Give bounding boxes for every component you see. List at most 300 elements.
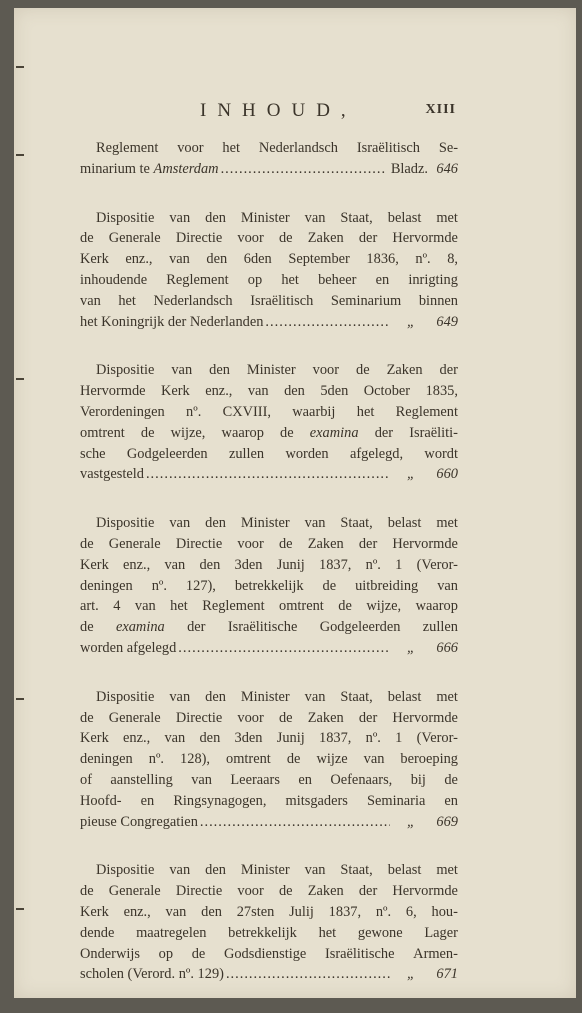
word: 1 xyxy=(395,730,403,747)
leader-dots xyxy=(178,638,390,659)
page-prefix: „ xyxy=(406,966,415,983)
leader-dots xyxy=(221,159,387,180)
word: Dispositie xyxy=(96,515,155,532)
entry-final-text-part: worden afgelegd xyxy=(80,639,177,656)
word: met xyxy=(436,515,458,532)
entry-final-text xyxy=(80,312,263,333)
word: nº. xyxy=(151,577,167,594)
word: voor xyxy=(177,140,204,156)
word: de xyxy=(140,424,155,441)
word: Junij xyxy=(276,730,305,747)
word: der xyxy=(187,619,206,636)
word: der xyxy=(358,230,378,247)
word: den xyxy=(284,383,305,400)
toc-entry-line xyxy=(80,770,458,791)
word: Se- xyxy=(438,140,458,156)
word: 1 xyxy=(395,556,403,573)
entry-final-text-italic: Amsterdam xyxy=(153,160,219,177)
word: met xyxy=(436,209,458,226)
word: aanstelling xyxy=(110,771,173,788)
page-number: 669 xyxy=(436,813,458,830)
word: de xyxy=(80,883,94,900)
word: 3den xyxy=(234,556,263,573)
word: den xyxy=(199,556,221,573)
word: zullen xyxy=(422,619,458,636)
leader-dots xyxy=(226,964,390,985)
word: enz., xyxy=(123,730,151,747)
word: Directie xyxy=(175,709,223,726)
word: en xyxy=(298,771,312,788)
book-page xyxy=(14,8,576,998)
word: worden xyxy=(285,445,329,462)
word: van xyxy=(164,556,186,573)
word: gewone xyxy=(357,924,403,941)
page-edge-mark xyxy=(16,154,24,156)
word: de xyxy=(280,424,294,441)
word: der xyxy=(439,362,458,379)
word: deningen xyxy=(80,577,133,594)
word: of xyxy=(80,771,92,788)
word: binnen xyxy=(418,292,458,309)
page-header xyxy=(14,100,576,128)
word: voor xyxy=(237,535,264,552)
word: Onderwijs xyxy=(80,945,140,962)
page-reference xyxy=(394,312,458,333)
word: Minister xyxy=(240,688,290,705)
word: Zaken xyxy=(386,362,423,379)
word: Hervormde xyxy=(392,883,458,900)
word: de xyxy=(322,577,337,594)
word: Israëlitische xyxy=(324,945,395,962)
word: Hervormde xyxy=(392,230,458,247)
leader-dots xyxy=(265,312,390,333)
word: Minister xyxy=(240,862,290,879)
toc-entry-line xyxy=(80,596,458,617)
toc-entry-line xyxy=(80,444,458,465)
toc-entry-line xyxy=(80,944,458,965)
word: den xyxy=(205,688,226,705)
entry-final-text xyxy=(80,159,219,180)
word: inhoudende xyxy=(80,271,148,288)
word: Zaken xyxy=(307,230,344,247)
leader-dots xyxy=(146,464,390,485)
word: Directie xyxy=(175,883,223,900)
page-reference xyxy=(394,964,458,985)
word: Minister xyxy=(240,209,290,226)
toc-entry-line xyxy=(80,576,458,597)
toc-entry-line xyxy=(80,208,458,229)
word: belast xyxy=(387,515,422,532)
word: Zaken xyxy=(307,883,344,900)
word: 1837, xyxy=(319,730,352,747)
word: zullen xyxy=(228,445,265,462)
entry-final-text xyxy=(80,812,198,833)
toc-entry-line xyxy=(80,423,458,444)
word: omtrent xyxy=(279,598,324,615)
word: het xyxy=(281,271,299,288)
word: Dispositie xyxy=(96,209,155,226)
word: het xyxy=(356,403,375,420)
word: voor xyxy=(237,709,264,726)
word: Dispositie xyxy=(96,688,155,705)
page-reference xyxy=(391,159,458,180)
word: Generale xyxy=(108,535,161,552)
word: voor xyxy=(237,883,264,900)
word: Israëlitische xyxy=(227,619,298,636)
word: nº. xyxy=(375,903,392,920)
word: 1836, xyxy=(366,251,399,268)
entry-final-text-part: het Koningrijk der Nederlanden xyxy=(80,313,264,330)
word: waarbij xyxy=(292,403,336,420)
toc-entry-line xyxy=(80,902,458,923)
word: Kerk xyxy=(80,903,109,920)
word: van xyxy=(169,862,191,879)
word: den xyxy=(199,730,221,747)
word: inrigting xyxy=(408,271,458,288)
word: Israëlitisch xyxy=(250,292,314,309)
word: examina xyxy=(309,424,359,441)
word: de xyxy=(338,598,352,615)
word: belast xyxy=(387,209,422,226)
word: October xyxy=(363,383,411,400)
word: Generale xyxy=(108,230,161,247)
word: enz., xyxy=(123,556,151,573)
word: de xyxy=(80,535,94,552)
word: van xyxy=(304,515,326,532)
entry-final-text-part: minarium te xyxy=(80,160,154,177)
word: Leeraars xyxy=(230,771,280,788)
word: van xyxy=(191,771,212,788)
word: 127), xyxy=(185,577,216,594)
word: enz., xyxy=(125,251,153,268)
word: de xyxy=(191,945,206,962)
word: Lager xyxy=(424,924,458,941)
toc-entry-line xyxy=(80,138,458,159)
word: Nederlandsch xyxy=(153,292,233,309)
entry-final-text-part: pieuse Congregatien xyxy=(80,813,198,830)
word: Reglement xyxy=(395,403,458,420)
word: van xyxy=(169,515,191,532)
word: Minister xyxy=(246,362,296,379)
word: belast xyxy=(387,862,422,879)
word: omtrent xyxy=(226,751,271,768)
word: de xyxy=(80,709,94,726)
word: wijze, xyxy=(170,424,206,441)
toc-entry-line xyxy=(80,513,458,534)
word: van xyxy=(304,688,326,705)
word: hou- xyxy=(431,903,458,920)
word: van xyxy=(165,903,187,920)
table-of-contents xyxy=(80,138,458,1013)
word: Directie xyxy=(175,230,223,247)
page-reference xyxy=(394,464,458,485)
toc-entry-line xyxy=(80,228,458,249)
word: Dispositie xyxy=(96,362,155,379)
word: dende xyxy=(80,924,115,941)
word: wijze, xyxy=(366,598,402,615)
word: de xyxy=(278,230,293,247)
word: van xyxy=(169,251,190,268)
word: den xyxy=(205,515,226,532)
toc-entry-line xyxy=(80,881,458,902)
word: 1835, xyxy=(425,383,458,400)
word: deningen xyxy=(80,751,133,768)
word: Godsdienstige xyxy=(223,945,307,962)
word: de xyxy=(80,230,94,247)
word: het xyxy=(318,924,337,941)
word: 5den xyxy=(320,383,349,400)
page-prefix: „ xyxy=(406,813,415,830)
word: wijze xyxy=(316,751,348,768)
toc-entry xyxy=(80,860,458,985)
word: van xyxy=(304,209,326,226)
word: Staat, xyxy=(340,209,373,226)
entry-final-text xyxy=(80,964,224,985)
word: Staat, xyxy=(340,862,373,879)
word: de xyxy=(278,883,293,900)
word: uitbreiding xyxy=(355,577,419,594)
word: op xyxy=(158,945,174,962)
word: waarop xyxy=(415,598,458,615)
word: met xyxy=(436,862,458,879)
word: CXVIII, xyxy=(222,403,271,420)
running-title: INHOUD, xyxy=(200,100,357,121)
word: 128), xyxy=(180,751,211,768)
word: Hervormde xyxy=(80,383,146,400)
word: Kerk xyxy=(160,383,190,400)
word: 6den xyxy=(243,251,272,268)
word: afgelegd, xyxy=(349,445,404,462)
word: nº. xyxy=(186,403,202,420)
word: van xyxy=(304,862,326,879)
word: Reglement xyxy=(166,271,229,288)
word: den xyxy=(205,862,226,879)
word: nº. xyxy=(365,730,381,747)
page-reference xyxy=(394,638,458,659)
toc-entry xyxy=(80,208,458,333)
word: van xyxy=(80,292,101,309)
word: der xyxy=(358,883,378,900)
word: van xyxy=(437,577,458,594)
word: den xyxy=(205,209,226,226)
word: Julij xyxy=(289,903,314,920)
word: Staat, xyxy=(340,688,373,705)
word: Hoofd- xyxy=(80,792,122,809)
word: Dispositie xyxy=(96,862,155,879)
word: Nederlandsch xyxy=(258,140,338,156)
word: voor xyxy=(312,362,340,379)
word: de xyxy=(278,709,293,726)
page-folio: XIII xyxy=(425,102,456,117)
word: belast xyxy=(387,688,422,705)
word: art. xyxy=(80,598,99,615)
toc-entry-line xyxy=(80,791,458,812)
page-edge-mark xyxy=(16,698,24,700)
word: (Veror- xyxy=(416,730,458,747)
page-reference xyxy=(394,812,458,833)
word: der xyxy=(358,709,378,726)
word: en xyxy=(375,271,390,288)
word: van xyxy=(134,598,156,615)
leader-dots xyxy=(200,812,390,833)
word: Hervormde xyxy=(392,709,458,726)
word: Directie xyxy=(175,535,223,552)
word: 4 xyxy=(113,598,121,615)
page-edge-mark xyxy=(16,378,24,380)
word: nº. xyxy=(148,751,165,768)
word: het xyxy=(118,292,136,309)
toc-entry-line xyxy=(80,749,458,770)
word: Generale xyxy=(108,709,161,726)
word: Armen- xyxy=(413,945,458,962)
word: Generale xyxy=(108,883,161,900)
toc-entry-line xyxy=(80,402,458,423)
page-edge-mark xyxy=(16,66,24,68)
word: enz., xyxy=(205,383,233,400)
toc-entry-line xyxy=(80,381,458,402)
word: (Veror- xyxy=(416,556,458,573)
word: Zaken xyxy=(307,535,344,552)
word: 3den xyxy=(234,730,263,747)
word: den xyxy=(209,362,230,379)
page-number: 649 xyxy=(436,313,458,330)
word: den xyxy=(201,903,222,920)
word: de xyxy=(80,619,94,636)
word: 1837, xyxy=(328,903,362,920)
page-number: 646 xyxy=(436,160,458,177)
toc-entry-line xyxy=(80,923,458,944)
word: het xyxy=(222,140,241,156)
page-prefix: „ xyxy=(406,466,415,483)
page-prefix: „ xyxy=(406,639,415,656)
word: wordt xyxy=(424,445,458,462)
word: der xyxy=(374,424,394,441)
word: Godgeleerden xyxy=(126,445,208,462)
word: maatregelen xyxy=(136,924,207,941)
word: sche xyxy=(80,445,106,462)
word: omtrent xyxy=(80,424,125,441)
toc-entry-last-line xyxy=(80,159,458,180)
word: 8, xyxy=(447,251,458,268)
word: Seminarium xyxy=(330,292,402,309)
word: van xyxy=(247,383,269,400)
word: voor xyxy=(237,230,264,247)
word: betrekkelijk xyxy=(234,577,304,594)
word: beheer xyxy=(318,271,357,288)
word: Seminaria xyxy=(366,792,426,809)
word: Kerk xyxy=(80,251,109,268)
word: Junij xyxy=(276,556,305,573)
toc-entry xyxy=(80,513,458,659)
word: van xyxy=(171,362,193,379)
page-number: 671 xyxy=(436,966,458,983)
toc-entry-line xyxy=(80,687,458,708)
word: 1837, xyxy=(319,556,352,573)
word: van xyxy=(169,688,191,705)
word: van xyxy=(363,751,385,768)
word: en xyxy=(444,792,458,809)
toc-entry-line xyxy=(80,860,458,881)
entry-final-text-part: vastgesteld xyxy=(80,466,144,483)
word: Staat, xyxy=(340,515,373,532)
word: van xyxy=(169,209,191,226)
entry-final-text-part: scholen (Verord. nº. 129) xyxy=(80,966,224,983)
word: September xyxy=(288,251,350,268)
word: Minister xyxy=(240,515,290,532)
word: bij xyxy=(410,771,426,788)
word: beroeping xyxy=(400,751,458,768)
word: en xyxy=(140,792,155,809)
page-number: 660 xyxy=(436,466,458,483)
word: Ringsynagogen, xyxy=(173,792,267,809)
word: Reglement xyxy=(202,598,265,615)
word: 6, xyxy=(405,903,417,920)
entry-final-text xyxy=(80,464,144,485)
page-prefix: Bladz. xyxy=(390,160,428,177)
word: Verordeningen xyxy=(80,403,165,420)
word: de xyxy=(356,362,370,379)
word: Godgeleerden xyxy=(319,619,401,636)
toc-entry-line xyxy=(80,360,458,381)
word: Zaken xyxy=(307,709,344,726)
word: nº. xyxy=(365,556,381,573)
word: 27sten xyxy=(236,903,275,920)
toc-entry-line xyxy=(80,555,458,576)
word: mitsgaders xyxy=(285,792,348,809)
word: Oefenaars, xyxy=(330,771,393,788)
toc-entry-last-line xyxy=(80,964,458,985)
word: met xyxy=(436,688,458,705)
toc-entry-line xyxy=(80,728,458,749)
word: de xyxy=(278,535,293,552)
word: Hervormde xyxy=(392,535,458,552)
page-number: 666 xyxy=(436,639,458,656)
toc-entry xyxy=(80,138,458,180)
toc-entry xyxy=(80,360,458,485)
word: Kerk xyxy=(80,730,109,747)
toc-entry-last-line xyxy=(80,812,458,833)
word: enz., xyxy=(123,903,151,920)
word: waarop xyxy=(221,424,264,441)
toc-entry-last-line xyxy=(80,638,458,659)
word: examina xyxy=(115,619,165,636)
word: op xyxy=(247,271,263,288)
word: van xyxy=(164,730,186,747)
toc-entry xyxy=(80,687,458,833)
word: betrekkelijk xyxy=(228,924,297,941)
toc-entry-line xyxy=(80,617,458,638)
toc-entry-line xyxy=(80,534,458,555)
word: nº. xyxy=(415,251,431,268)
toc-entry-line xyxy=(80,708,458,729)
word: de xyxy=(444,771,458,788)
toc-entry-line xyxy=(80,249,458,270)
page-edge-mark xyxy=(16,908,24,910)
toc-entry-last-line xyxy=(80,312,458,333)
word: den xyxy=(206,251,228,268)
toc-entry-line xyxy=(80,291,458,312)
word: Kerk xyxy=(80,556,109,573)
word: Israëliti- xyxy=(409,424,458,441)
word: het xyxy=(170,598,188,615)
entry-final-text xyxy=(80,638,176,659)
word: der xyxy=(358,535,378,552)
word: de xyxy=(286,751,301,768)
word: Israëlitisch xyxy=(356,140,420,156)
word: Reglement xyxy=(96,140,159,156)
toc-entry-line xyxy=(80,270,458,291)
page-prefix: „ xyxy=(406,313,415,330)
